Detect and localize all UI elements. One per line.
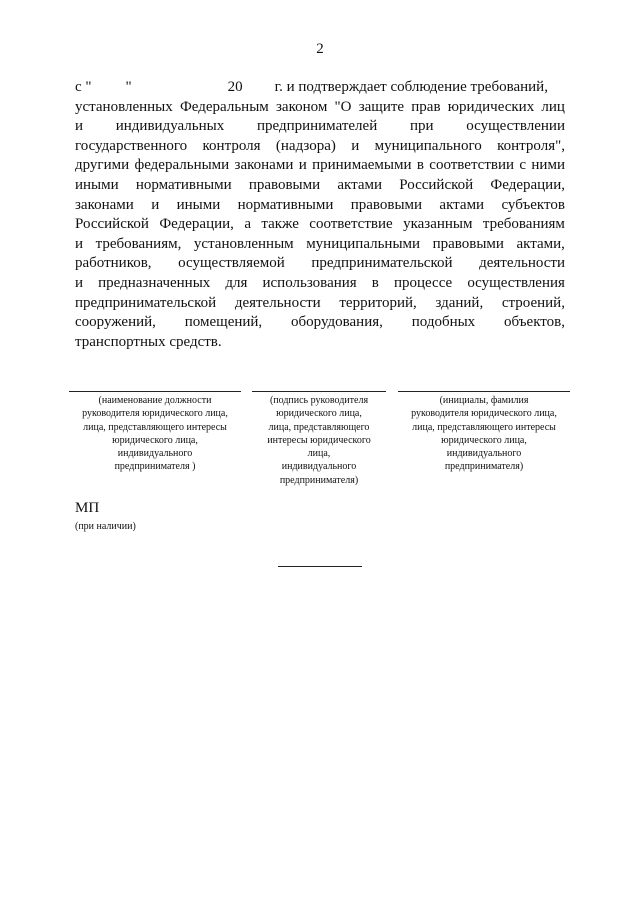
position-caption-line: индивидуального — [117, 448, 193, 460]
statement-text — [75, 78, 565, 352]
text-word: также — [261, 216, 299, 233]
text-word: в — [416, 157, 424, 174]
text-word: Федерации, — [159, 216, 234, 233]
text-word: 20 — [227, 79, 243, 95]
text-word: другими — [75, 157, 130, 174]
position-caption-line: (наименование должности — [98, 395, 212, 406]
text-word: объектов, — [504, 314, 565, 331]
text-word: правовыми — [350, 196, 423, 213]
text-word: и — [151, 196, 160, 213]
text-line — [75, 274, 565, 294]
text-word: лиц — [541, 98, 565, 115]
end-divider — [278, 566, 362, 567]
text-word: соответствие — [309, 216, 393, 233]
text-word: г. и подтверждает соблюдение требований, — [274, 79, 548, 95]
text-line — [75, 137, 565, 157]
text-word: предпринимательской — [311, 255, 453, 272]
text-line — [75, 78, 565, 98]
text-word: с — [519, 157, 527, 174]
text-word: государственного — [75, 137, 188, 154]
text-word: зданий, — [435, 294, 484, 311]
position-caption-line: руководителя юридического лица, — [82, 408, 228, 420]
text-word: иными — [176, 196, 221, 213]
text-word: принимаемыми — [312, 157, 412, 174]
signature-caption-line: юридического лица, — [276, 408, 362, 420]
position-signature-block — [69, 391, 241, 474]
text-word: индивидуальных — [115, 118, 225, 135]
name-line — [398, 391, 570, 392]
text-word: актами — [337, 176, 383, 193]
name-caption-line: руководителя юридического лица, — [411, 408, 557, 420]
text-word: работников, — [75, 255, 152, 272]
position-caption-line: предпринимателя ) — [114, 461, 196, 473]
text-line — [75, 215, 565, 235]
text-word: деятельности — [234, 294, 321, 311]
text-line — [75, 98, 565, 118]
text-word: " — [125, 79, 132, 95]
signature-caption-line: интересы юридического — [267, 434, 371, 446]
text-word: и — [75, 235, 84, 252]
text-word: актами — [439, 196, 485, 213]
text-word: и — [75, 274, 84, 291]
text-word: транспортных средств. — [75, 333, 222, 350]
text-word: нормативными — [135, 176, 232, 193]
text-word: помещений, — [184, 314, 263, 331]
signature-caption-line: предпринимателя) — [279, 474, 359, 486]
text-word: использования — [262, 274, 357, 291]
text-word: защите — [358, 98, 405, 115]
text-word: контроля", — [497, 137, 565, 154]
signature-line — [252, 391, 386, 392]
text-word: Российской — [75, 216, 149, 233]
text-line — [75, 156, 565, 176]
text-word: и — [75, 118, 84, 135]
text-word: правовыми — [248, 176, 321, 193]
text-word: территорий, — [339, 294, 417, 311]
text-word: процессе — [393, 274, 453, 291]
text-word: муниципального — [374, 137, 482, 154]
text-word: федеральными — [134, 157, 230, 174]
name-caption-line: лица, представляющего интересы — [412, 421, 556, 433]
text-word: при — [409, 118, 434, 135]
text-word: контроля — [202, 137, 261, 154]
text-line — [75, 196, 565, 216]
text-word: и — [351, 137, 360, 154]
text-word: "О — [334, 98, 352, 115]
position-caption-line: лица, представляющего интересы — [83, 421, 227, 433]
text-word: нормативными — [237, 196, 334, 213]
stamp-note: (при наличии) — [75, 521, 136, 532]
text-word: иными — [75, 176, 119, 193]
text-line — [75, 294, 565, 314]
text-word: осуществления — [467, 274, 565, 291]
text-word: требованиям, — [95, 235, 182, 252]
name-caption-line: предпринимателя) — [444, 461, 524, 473]
name-signature-block — [398, 391, 570, 474]
text-word: Федеральным — [179, 98, 269, 115]
signature-caption-line: индивидуального — [281, 461, 357, 473]
text-line — [75, 313, 565, 333]
text-word: субъектов — [501, 196, 565, 213]
position-caption-line: юридического лица, — [112, 434, 198, 446]
text-word: требованиям — [482, 216, 565, 233]
text-word: деятельности — [479, 255, 565, 272]
signature-caption-line: лица, представляющего — [268, 421, 370, 433]
text-word: актами, — [516, 235, 565, 252]
page-number: 2 — [316, 41, 324, 57]
text-line — [75, 117, 565, 137]
position-line — [69, 391, 241, 392]
text-line — [75, 235, 565, 255]
text-word: строений, — [501, 294, 565, 311]
text-word: указанным — [403, 216, 473, 233]
signature-block — [252, 391, 386, 487]
text-word: Федерации, — [490, 176, 565, 193]
text-line — [75, 176, 565, 196]
stamp-label: МП — [75, 500, 100, 516]
text-word: предпринимательской — [75, 294, 217, 311]
text-word: прав — [411, 98, 441, 115]
text-word: в — [371, 274, 379, 291]
text-line — [75, 254, 565, 274]
text-word: Российской — [399, 176, 474, 193]
text-word: подобных — [411, 314, 476, 331]
text-word: законами — [75, 196, 134, 213]
signature-caption-line: лица, — [307, 448, 331, 460]
text-word: с " — [75, 79, 92, 95]
text-word: установленным — [193, 235, 294, 252]
name-caption-line: юридического лица, — [441, 434, 527, 446]
text-word: юридических — [447, 98, 535, 115]
text-word: осуществляемой — [178, 255, 285, 272]
text-word: осуществлении — [466, 118, 565, 135]
text-word: предназначенных — [98, 274, 211, 291]
text-word: правовыми — [432, 235, 504, 252]
text-word: сооружений, — [75, 314, 156, 331]
text-word: соответствии — [429, 157, 515, 174]
text-word: законами — [234, 157, 294, 174]
text-word: оборудования, — [291, 314, 383, 331]
text-word: законом — [275, 98, 328, 115]
text-word: предпринимателей — [256, 118, 378, 135]
text-word: и — [298, 157, 307, 174]
text-word: ними — [531, 157, 565, 174]
text-word: для — [225, 274, 248, 291]
text-word: (надзора) — [275, 137, 336, 154]
text-word: муниципальными — [306, 235, 421, 252]
text-word: установленных — [75, 98, 173, 115]
signature-caption-line: (подпись руководителя — [269, 395, 369, 406]
text-word: а — [244, 216, 251, 233]
name-caption-line: индивидуального — [446, 448, 522, 460]
name-caption-line: (инициалы, фамилия — [439, 395, 529, 406]
text-line — [75, 333, 565, 353]
